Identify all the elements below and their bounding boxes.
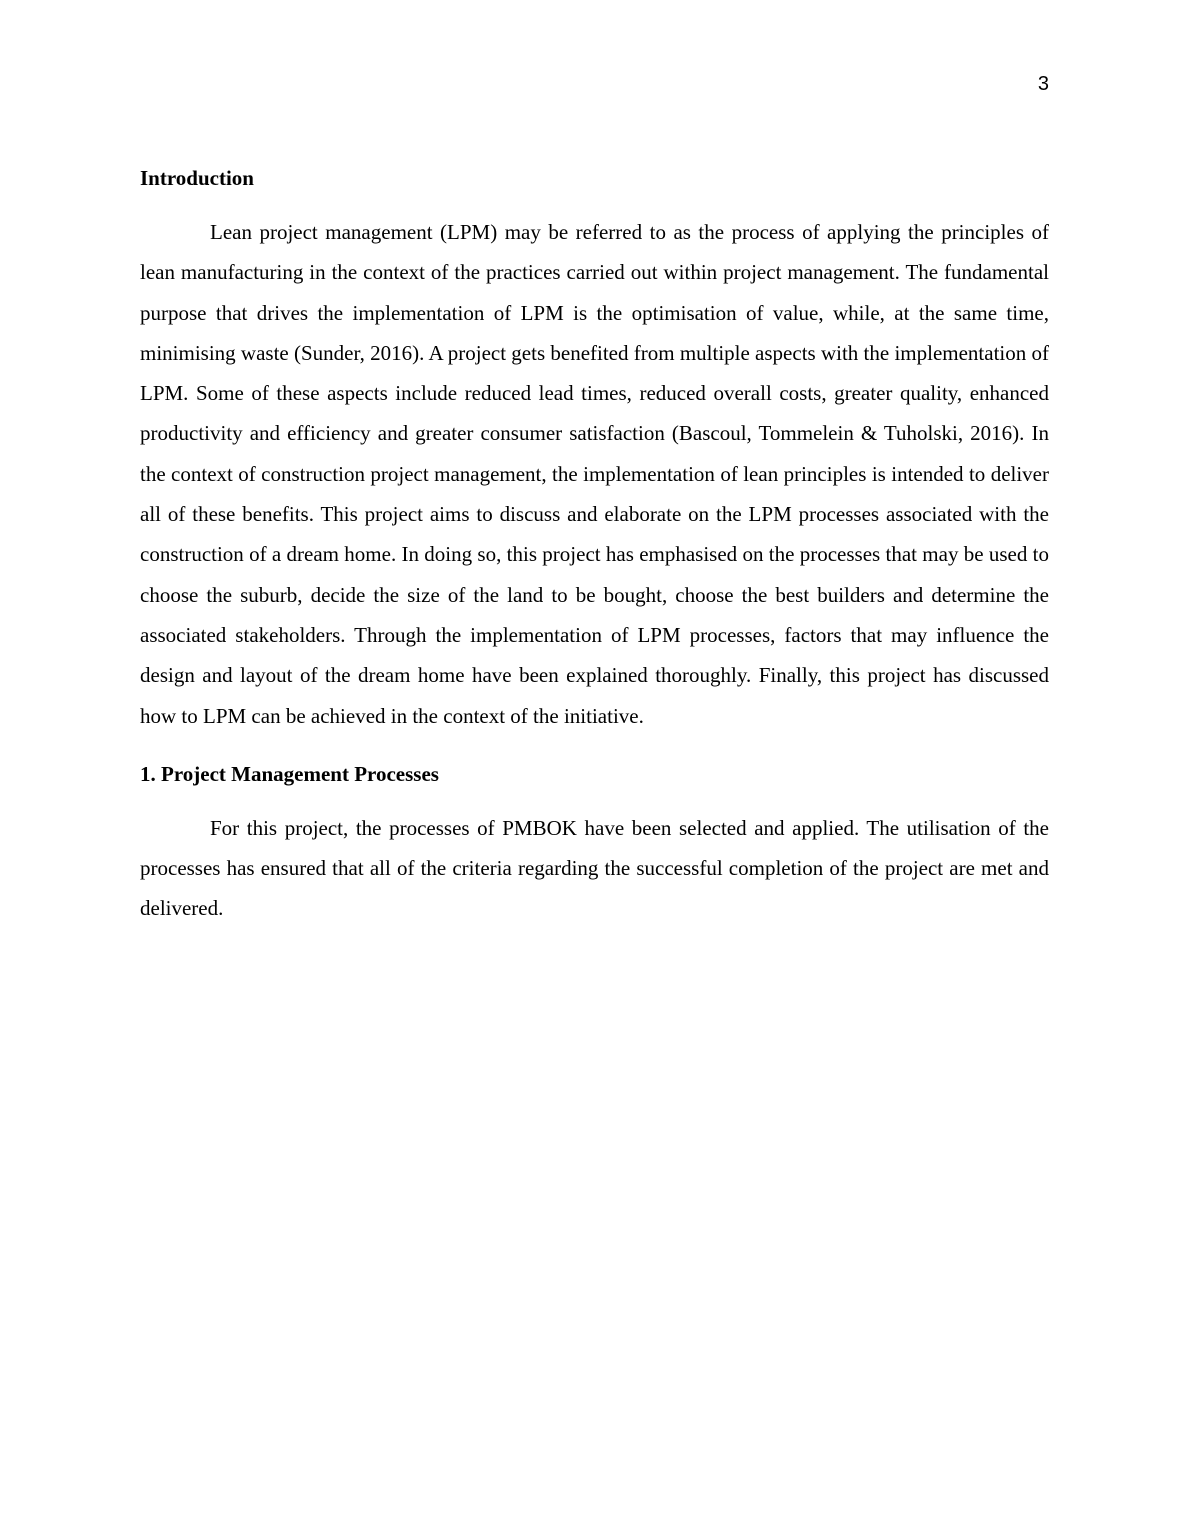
section-paragraph-project-management-processes: For this project, the processes of PMBOK have been selected and applied. The utilisation of the processes has ensured that all of the criteria regarding the successful completion of the project are met and delivered. <box>140 815 1049 921</box>
introduction-paragraph: Lean project management (LPM) may be referred to as the process of applying the principles of lean manufacturing in the context of the practices carried out within project management. The fundamental purpose that drives the implementation of LPM is the optimisation of value, while, at the same time, minimising waste (Sunder, 2016). A project gets benefited from multiple aspects with the implementation of LPM. Some of these aspects include reduced lead times, reduced overall costs, greater quality, enhanced productivity and efficiency and greater consumer satisfaction (Bascoul, Tommelein & Tuholski, 2016). In the context of construction project management, the implementation of lean principles is intended to deliver all of these benefits. This project aims to discuss and elaborate on the LPM processes associated with the construction of a dream home. In doing so, this project has emphasised on the processes that may be used to choose the suburb, decide the size of the land to be bought, choose the best builders and determine the associated stakeholders. Through the implementation of LPM processes, factors that may influence the design and layout of the dream home have been explained thoroughly. Finally, this project has discussed how to LPM can be achieved in the context of the initiative. <box>140 220 1049 728</box>
document-body <box>140 162 1049 929</box>
introduction-heading: Introduction <box>140 166 254 190</box>
section-heading-project-management-processes: 1. Project Management Processes <box>140 761 439 786</box>
page-number: 3 <box>1037 73 1049 95</box>
